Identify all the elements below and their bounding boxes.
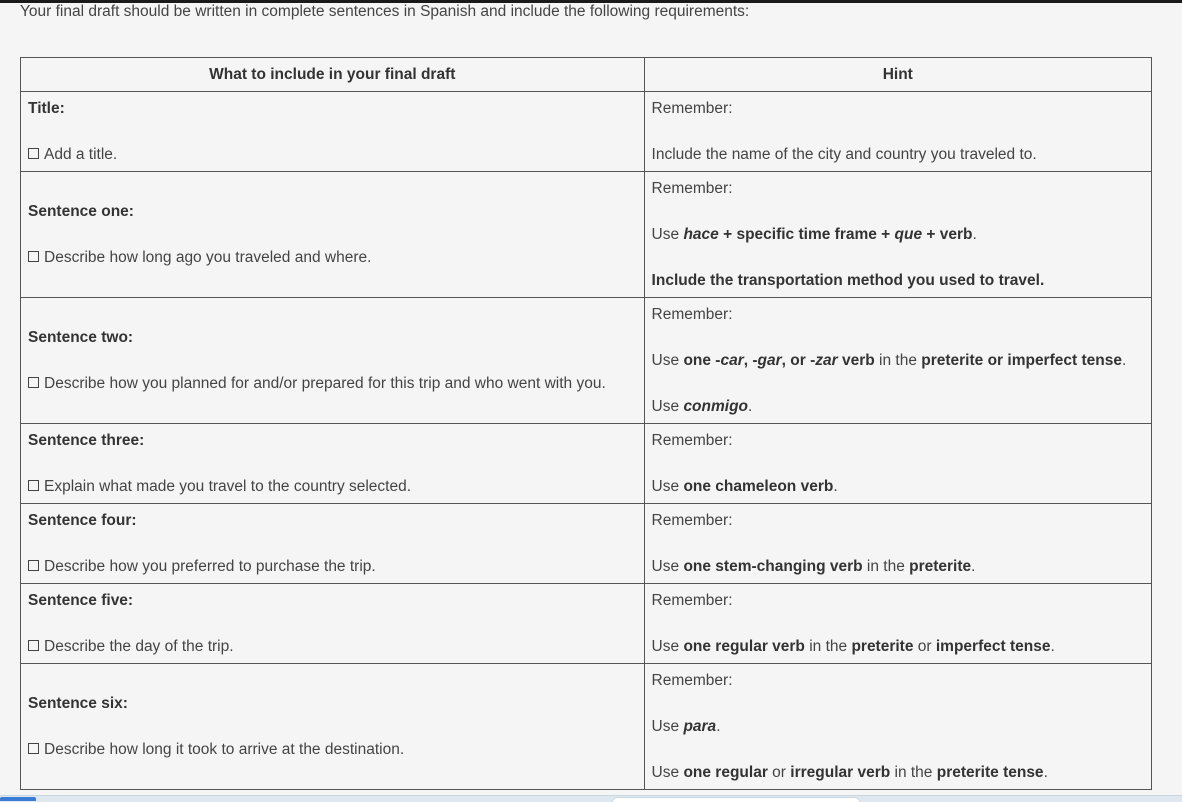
table-row xyxy=(21,424,1152,504)
checkbox-icon xyxy=(28,560,39,571)
requirement-cell xyxy=(21,424,645,504)
row-title: Sentence three: xyxy=(28,432,145,449)
requirement-item: Describe how you preferred to purchase the trip. xyxy=(28,555,637,578)
requirement-cell xyxy=(21,504,645,584)
remember-label: Remember: xyxy=(651,512,733,529)
hint-text: Use one -car, -gar, or -zar verb in the preterite or imperfect tense. xyxy=(651,352,1127,369)
hint-text: Use hace + specific time frame + que + verb. xyxy=(651,226,977,243)
requirement-item: Describe how you planned for and/or prepared for this trip and who went with you. xyxy=(28,372,637,395)
hint-text: Use para. xyxy=(651,718,721,735)
hint-cell xyxy=(644,504,1151,584)
hint-cell xyxy=(644,664,1151,790)
requirement-cell xyxy=(21,664,645,790)
hint-cell xyxy=(644,298,1151,424)
checkbox-icon xyxy=(28,148,39,159)
requirement-cell xyxy=(21,92,645,172)
row-title: Sentence four: xyxy=(28,512,137,529)
requirements-table xyxy=(20,57,1152,790)
remember-label: Remember: xyxy=(651,100,733,117)
row-title: Title: xyxy=(28,100,65,117)
hint-cell xyxy=(644,584,1151,664)
hint-text: Include the name of the city and country you traveled to. xyxy=(651,146,1037,163)
requirement-cell xyxy=(21,298,645,424)
table-row xyxy=(21,664,1152,790)
table-header-row xyxy=(21,58,1152,92)
requirement-cell xyxy=(21,584,645,664)
hint-cell xyxy=(644,172,1151,298)
checkbox-icon xyxy=(28,743,39,754)
row-title: Sentence one: xyxy=(28,203,134,220)
checkbox-icon xyxy=(28,251,39,262)
hint-cell xyxy=(644,92,1151,172)
hint-cell xyxy=(644,424,1151,504)
checkbox-icon xyxy=(28,480,39,491)
hint-text: Include the transportation method you used to travel. xyxy=(651,272,1045,289)
checkbox-icon xyxy=(28,377,39,388)
column-header-hint: Hint xyxy=(644,58,1151,92)
hint-text: Use one stem-changing verb in the preterite. xyxy=(651,558,976,575)
row-title: Sentence two: xyxy=(28,329,134,346)
hint-text: Use one regular or irregular verb in the preterite tense. xyxy=(651,764,1048,781)
intro-text: Your final draft should be written in complete sentences in Spanish and include the following requirements: xyxy=(20,3,750,20)
remember-label: Remember: xyxy=(651,180,733,197)
remember-label: Remember: xyxy=(651,432,733,449)
table-row xyxy=(21,172,1152,298)
table-row xyxy=(21,504,1152,584)
requirement-item: Describe how long ago you traveled and where. xyxy=(28,246,637,269)
checkbox-icon xyxy=(28,640,39,651)
row-title: Sentence five: xyxy=(28,592,134,609)
column-header-include: What to include in your final draft xyxy=(21,58,645,92)
requirement-item: Explain what made you travel to the country selected. xyxy=(28,475,637,498)
bottom-panel-tab[interactable] xyxy=(612,797,860,802)
remember-label: Remember: xyxy=(651,592,733,609)
remember-label: Remember: xyxy=(651,306,733,323)
table-row xyxy=(21,584,1152,664)
requirement-cell xyxy=(21,172,645,298)
requirement-item: Describe how long it took to arrive at the destination. xyxy=(28,738,637,761)
remember-label: Remember: xyxy=(651,672,733,689)
bottom-tab[interactable] xyxy=(0,797,36,801)
hint-text: Use one chameleon verb. xyxy=(651,478,838,495)
hint-text: Use conmigo. xyxy=(651,398,753,415)
requirement-item: Add a title. xyxy=(28,143,637,166)
hint-text: Use one regular verb in the preterite or imperfect tense. xyxy=(651,638,1055,655)
table-row xyxy=(21,298,1152,424)
table-row xyxy=(21,92,1152,172)
requirement-item: Describe the day of the trip. xyxy=(28,635,637,658)
row-title: Sentence six: xyxy=(28,695,128,712)
